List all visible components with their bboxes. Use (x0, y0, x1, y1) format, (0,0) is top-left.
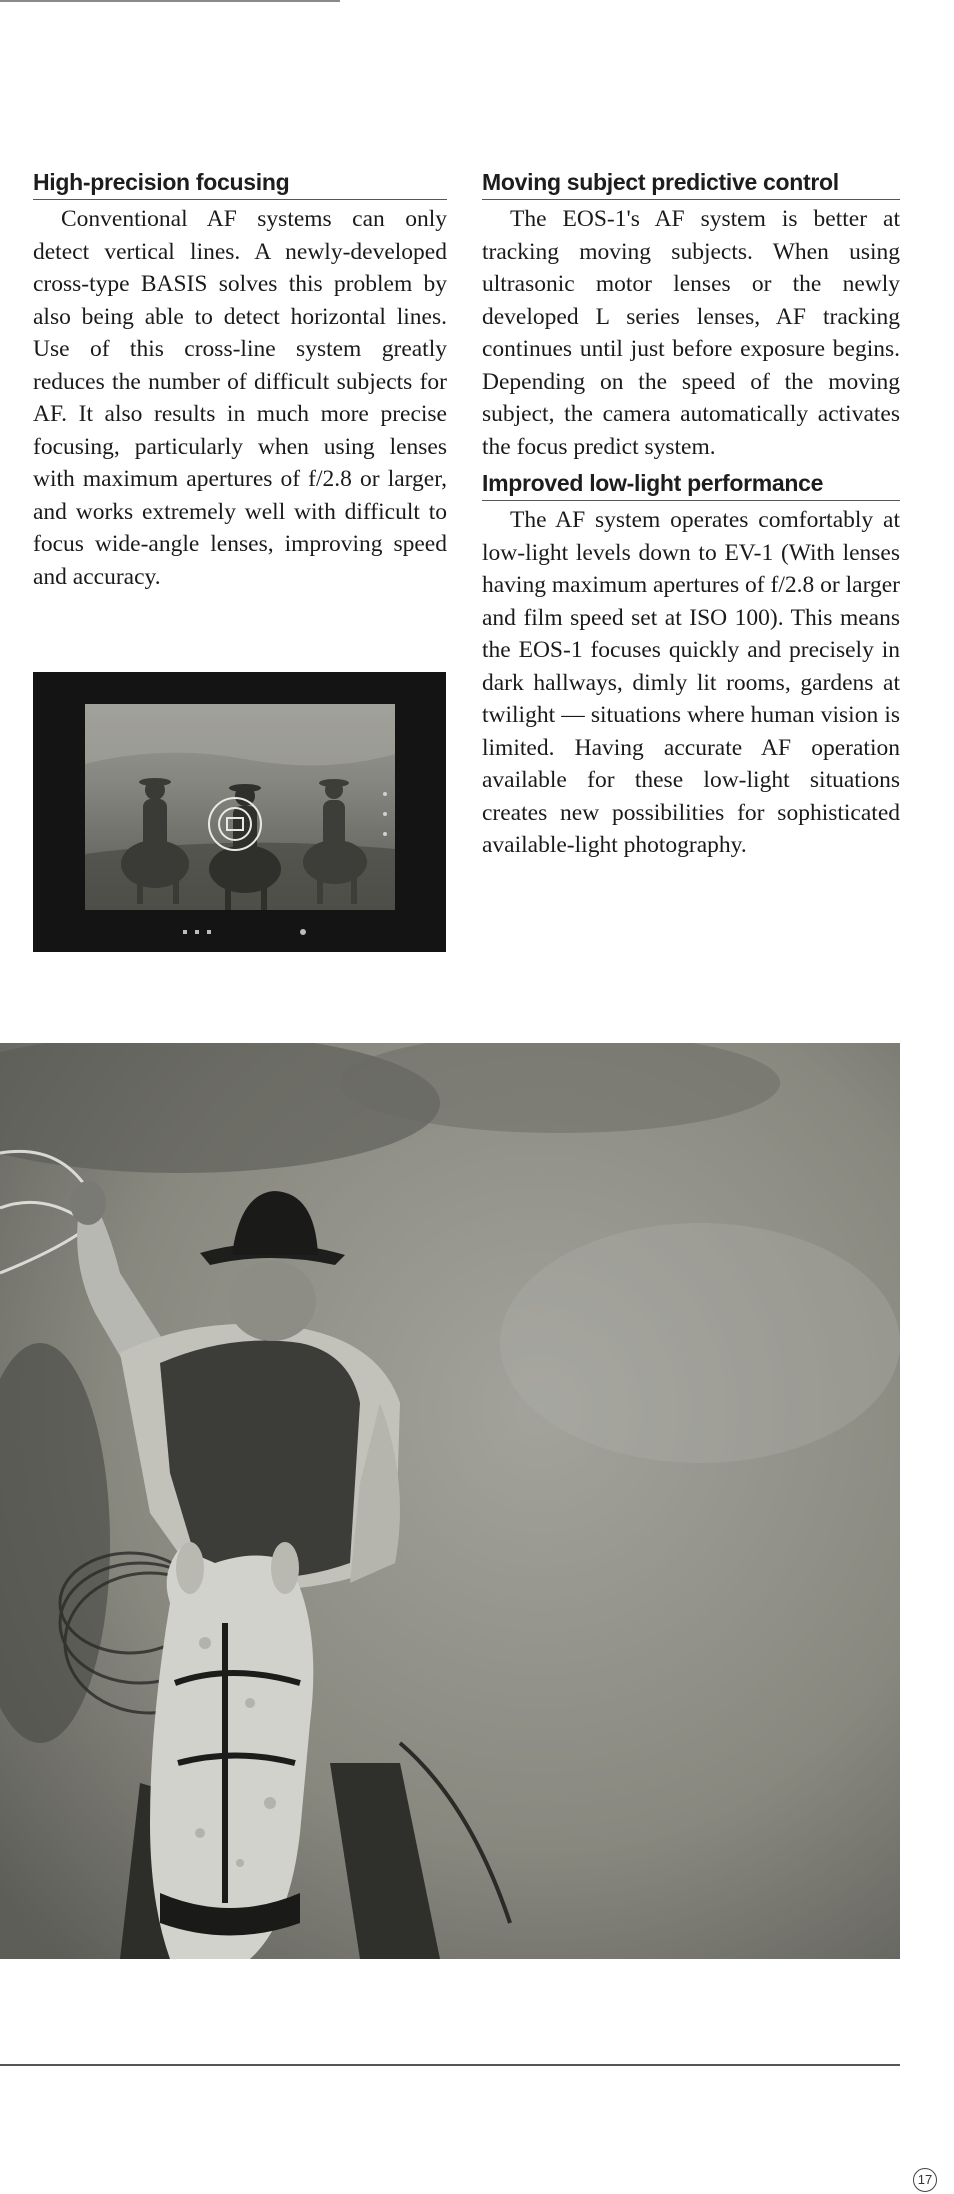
section-heading-moving-subject: Moving subject predictive control (482, 168, 900, 200)
section-heading-low-light: Improved low-light performance (482, 469, 900, 501)
page-number: 17 (913, 2168, 937, 2192)
left-column (33, 168, 447, 593)
section-body-high-precision: Conventional AF systems can only detect vertical lines. A newly-developed cross-type BASIS solves this problem by also being able to detect horizontal lines. Use of this cross-line system greatly reduces the number of difficult subjects for AF. It also results in much more precise focusing, particularly when using lenses with maximum apertures of f/2.8 or larger, and works extremely well with difficult to focus wide-angle lenses, improving speed and accuracy. (33, 206, 447, 590)
section-heading-high-precision: High-precision focusing (33, 168, 447, 200)
section-body-moving-subject: The EOS-1's AF system is better at tracking moving subjects. When using ultrasonic motor lenses or the newly developed L series lenses, AF tracking continues until just before exposure begins. Depending on the speed of the moving subject, the camera automatically activates the focus predict system. (482, 206, 900, 460)
cowboy-illustration (0, 1043, 900, 1959)
right-column (482, 168, 900, 862)
top-rule (0, 0, 340, 2)
riders-scene-image (85, 704, 395, 910)
cowboy-roping-photo (0, 1043, 900, 1959)
riders-illustration (85, 704, 395, 910)
viewfinder-status-bar (33, 916, 446, 946)
bottom-rule (0, 2064, 900, 2066)
viewfinder-photo (33, 672, 446, 952)
section-body-low-light: The AF system operates comfortably at low-light levels down to EV-1 (With lenses having maximum apertures of f/2.8 or larger and film speed set at ISO 100). This means the EOS-1 focuses quickly and precisely in dark hallways, dimly lit rooms, gardens at twilight — situations where human vision is limited. Having accurate AF operation available for these low-light situations creates new possibilities for sophisticated available-light photography. (482, 507, 900, 858)
